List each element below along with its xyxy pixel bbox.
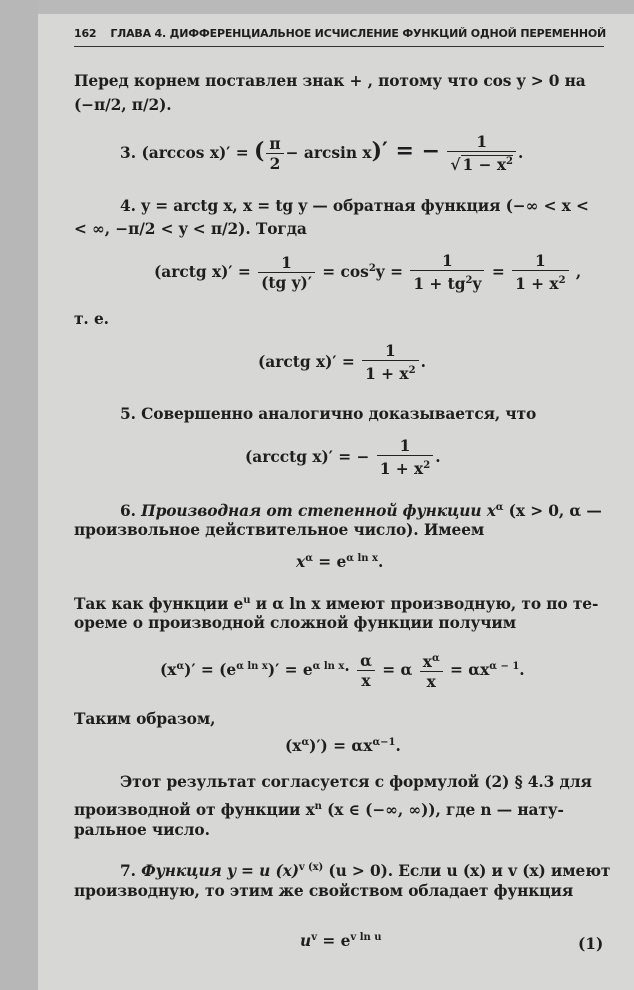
item-7-italic-title: Функция bbox=[141, 862, 222, 881]
formula-arccos bbox=[120, 133, 523, 175]
formula-u-to-v bbox=[300, 932, 382, 950]
exponent: v bbox=[311, 932, 318, 943]
equals: = bbox=[491, 263, 505, 282]
exponent: n bbox=[314, 801, 322, 812]
equation-number: (1) bbox=[578, 935, 604, 953]
fraction-1-over-tgy-prime bbox=[258, 254, 315, 293]
fraction-numerator: 1 bbox=[362, 342, 418, 361]
fraction-denominator bbox=[447, 152, 516, 175]
period: . bbox=[420, 353, 426, 372]
equals-alpha: = α bbox=[382, 661, 413, 680]
exponent: α−1 bbox=[372, 737, 396, 748]
thus-text: Таким образом, bbox=[74, 710, 216, 728]
item-6-italic-title: Производная от степенной функции bbox=[141, 502, 482, 521]
fraction-numerator: π bbox=[266, 135, 283, 154]
paragraph-chain-line2: ореме о производной сложной функции получим bbox=[74, 614, 516, 632]
fraction-pi-over-2 bbox=[266, 135, 283, 174]
chain-result: = αx bbox=[450, 661, 490, 680]
equals-e: = e bbox=[322, 932, 351, 951]
chapter-title: ГЛАВА 4. ДИФФЕРЕНЦИАЛЬНОЕ ИСЧИСЛЕНИЕ ФУНКЦИЙ ОДНОЙ ПЕРЕМЕННОЙ bbox=[110, 27, 607, 40]
period: . bbox=[395, 737, 401, 756]
exponent: α bbox=[305, 553, 313, 564]
exponent: α bbox=[176, 660, 185, 672]
exponent: α ln x bbox=[312, 660, 345, 672]
exponent: α ln x bbox=[346, 553, 378, 564]
fraction-numerator: 1 bbox=[447, 133, 516, 152]
fraction-denominator: (tg y)′ bbox=[261, 273, 312, 292]
exponent: α bbox=[431, 653, 440, 664]
exponent: α bbox=[495, 502, 504, 513]
power-base: x bbox=[296, 553, 306, 572]
arcctg-lhs: (arcctg x)′ = − bbox=[245, 448, 370, 467]
equals-e: = e bbox=[318, 553, 347, 572]
fraction-1-over-1-plus-tg2 bbox=[410, 252, 484, 294]
consistency-text-a: производной от функции x bbox=[74, 801, 315, 820]
exponent: α bbox=[301, 737, 310, 748]
item-4-line1: 4. y = arctg x, x = tg y — обратная функция (−∞ < x < bbox=[120, 197, 589, 215]
chain-b: )′ = (e bbox=[184, 661, 237, 680]
radicand bbox=[461, 155, 513, 174]
minus-arcsin: − arcsin x bbox=[285, 144, 372, 163]
cos-arg: y = bbox=[375, 263, 403, 282]
period: . bbox=[519, 661, 525, 680]
item-3-label: 3. bbox=[120, 144, 137, 163]
fraction-denominator bbox=[362, 361, 418, 384]
exponent: 2 bbox=[368, 262, 376, 274]
item-7-function: y = u (x) bbox=[226, 862, 299, 881]
fraction-denominator: x bbox=[361, 671, 371, 690]
numerator-base: x bbox=[422, 653, 432, 672]
denominator-text: 1 + x bbox=[515, 275, 559, 294]
page-number: 162 bbox=[74, 27, 97, 40]
radicand-text: 1 − x bbox=[462, 156, 506, 175]
arctg-lhs: (arctg x)′ = bbox=[258, 353, 355, 372]
fraction-arctg bbox=[362, 342, 418, 384]
paragraph-sign-line2: (−π/2, π/2). bbox=[74, 96, 172, 114]
formula-power-result bbox=[285, 737, 401, 755]
exponent: 2 bbox=[423, 460, 431, 471]
item-7-label: 7. bbox=[120, 862, 136, 881]
fraction-denominator bbox=[410, 271, 484, 294]
fraction-one-over-sqrt bbox=[447, 133, 516, 175]
item-7-condition: (u > 0). Если u (x) и v (x) имеют bbox=[328, 862, 611, 881]
fraction-numerator: 1 bbox=[377, 437, 433, 456]
consistency-text-b: (x ∈ (−∞, ∞)), где n — нату- bbox=[327, 801, 564, 820]
chain-intro-rest: и α ln x имеют производную, то по те- bbox=[255, 595, 599, 614]
fraction-numerator: 1 bbox=[512, 252, 568, 271]
formula-chain-rule bbox=[160, 650, 525, 692]
fraction-1-over-1-plus-x2 bbox=[512, 252, 568, 294]
item-6-label: 6. bbox=[120, 502, 136, 521]
chain-intro: Так как функции e bbox=[74, 595, 244, 614]
chain-c: )′ = e bbox=[267, 661, 313, 680]
formula-power-exp bbox=[296, 553, 383, 571]
formula-arctg-result bbox=[258, 342, 426, 384]
fraction-denominator bbox=[377, 456, 433, 479]
fraction-numerator: α bbox=[357, 652, 375, 671]
arctg-lhs: (arctg x)′ = bbox=[154, 263, 251, 282]
result-b: )′) = αx bbox=[309, 737, 373, 756]
exponent: 2 bbox=[506, 156, 513, 167]
result-a: (x bbox=[285, 737, 302, 756]
exponent: 2 bbox=[558, 275, 566, 286]
exponent: v (x) bbox=[298, 862, 324, 873]
denominator-text: 1 + x bbox=[365, 365, 409, 384]
formula-arcctg bbox=[245, 437, 441, 479]
formula-arctg-derivation bbox=[154, 252, 581, 294]
fraction-numerator: 1 bbox=[258, 254, 315, 273]
paragraph-sign-line1: Перед корнем поставлен знак + , потому что cos y > 0 на bbox=[74, 72, 586, 90]
paragraph-consistency-line3: ральное число. bbox=[74, 821, 210, 839]
running-header bbox=[74, 27, 607, 47]
multiply-dot: · bbox=[344, 661, 350, 680]
period: . bbox=[517, 144, 524, 163]
paragraph-consistency-line1: Этот результат согласуется с формулой (2) § 4.3 для bbox=[120, 773, 592, 791]
arccos-lhs: (arccos x)′ = bbox=[141, 144, 249, 163]
ie-text: т. е. bbox=[74, 310, 109, 328]
fraction-denominator: 2 bbox=[269, 154, 281, 173]
exponent: α − 1 bbox=[489, 660, 520, 672]
power-base: u bbox=[300, 932, 312, 951]
exponent: 2 bbox=[408, 365, 416, 376]
fraction-denominator bbox=[512, 271, 568, 294]
fraction-x-alpha-over-x bbox=[420, 650, 443, 692]
item-7-line2: производную, то этим же свойством обладает функция bbox=[74, 882, 574, 900]
power-base: x bbox=[486, 502, 496, 521]
denominator-text: 1 + tg bbox=[413, 275, 466, 294]
fraction-numerator bbox=[420, 650, 443, 672]
period: . bbox=[378, 553, 384, 572]
item-4-line2: < ∞, −π/2 < y < π/2). Тогда bbox=[74, 220, 307, 238]
bracket-open: ( bbox=[253, 138, 265, 165]
sqrt-sign: √ bbox=[450, 156, 461, 175]
chain-a: (x bbox=[160, 661, 177, 680]
bracket-close: )′ = − bbox=[371, 138, 441, 165]
denominator-text: 1 + x bbox=[379, 460, 424, 479]
fraction-denominator: x bbox=[426, 673, 436, 692]
item-6-line2: произвольное действительное число). Имеем bbox=[74, 521, 485, 539]
comma: , bbox=[575, 263, 582, 282]
fraction-numerator: 1 bbox=[410, 252, 484, 271]
period: . bbox=[435, 448, 441, 467]
denominator-var: y bbox=[472, 275, 482, 294]
cos-squared: = cos bbox=[322, 263, 369, 282]
exponent: α ln x bbox=[236, 660, 268, 672]
exponent: v ln u bbox=[350, 932, 382, 943]
page-gutter-shadow bbox=[0, 0, 38, 990]
exponent: 2 bbox=[465, 275, 473, 286]
item-6-condition: (x > 0, α — bbox=[508, 502, 602, 521]
fraction-alpha-over-x bbox=[357, 652, 375, 691]
exponent: u bbox=[243, 595, 251, 606]
item-5-text: 5. Совершенно аналогично доказывается, что bbox=[120, 405, 537, 423]
fraction-arcctg bbox=[377, 437, 433, 479]
